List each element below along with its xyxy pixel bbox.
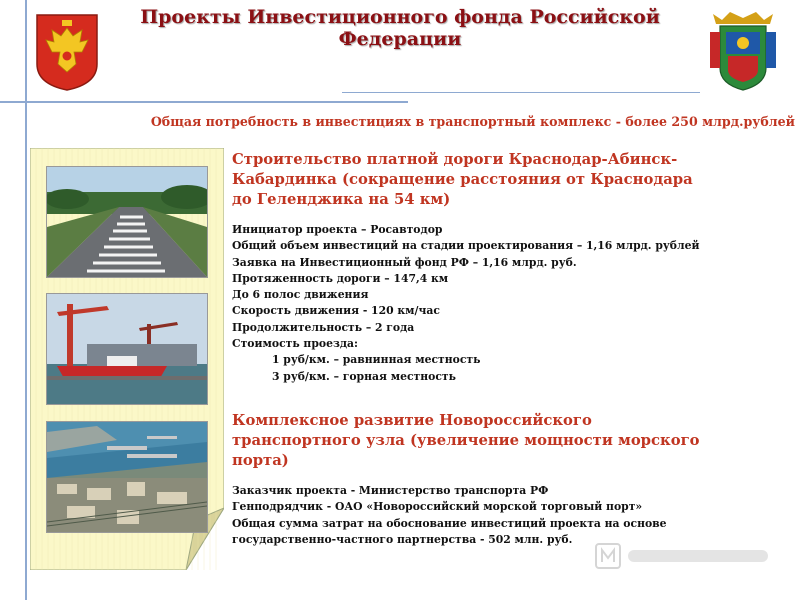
project1-heading — [232, 150, 792, 210]
project1-section — [232, 150, 792, 385]
project1-detail: Общий объем инвестиций на стадии проектирования – 1,16 млрд. рублей — [232, 239, 700, 253]
page-title — [120, 6, 680, 50]
russia-coat-of-arms-icon — [34, 12, 100, 92]
project2-detail: Генподрядчик - ОАО «Новороссийский морской торговый порт» — [232, 500, 643, 514]
project2-detail: Заказчик проекта - Министерство транспорта РФ — [232, 483, 549, 497]
project2-heading-line-3: порта) — [232, 451, 289, 469]
project2-heading — [232, 411, 792, 471]
vertical-divider — [25, 0, 27, 600]
project2-detail: Общая сумма затрат на обоснование инвестиций проекта на основе — [232, 516, 667, 530]
project1-detail: Протяженность дороги – 147,4 км — [232, 271, 449, 285]
title-line-2: Федерации — [338, 28, 462, 50]
projects-content — [232, 150, 792, 548]
title-line-1: Проекты Инвестиционного фонда Российской — [140, 6, 660, 28]
title-underline — [342, 92, 700, 93]
project1-detail: Скорость движения - 120 км/час — [232, 304, 440, 318]
horizontal-divider — [0, 101, 408, 103]
highway-photo — [46, 166, 208, 278]
project1-detail: Заявка на Инвестиционный фонд РФ – 1,16 млрд. руб. — [232, 255, 577, 269]
project1-detail: До 6 полос движения — [232, 288, 369, 302]
project1-heading-line-2: Кабардинка (сокращение расстояния от Краснодара — [232, 171, 693, 188]
project2-heading-line-1: Комплексное развитие Новороссийского — [232, 411, 592, 429]
project1-heading-line-3: до Геленджика на 54 км) — [232, 191, 451, 208]
project1-detail: Продолжительность – 2 года — [232, 320, 415, 334]
project2-section — [232, 411, 792, 548]
krasnodar-krai-coat-of-arms-icon — [710, 10, 776, 94]
project1-detail: Стоимость проезда: — [232, 337, 359, 351]
port-cranes-photo — [46, 293, 208, 405]
fare-plain: 1 руб/км. – равнинная местность — [272, 353, 481, 367]
fare-mountain: 3 руб/км. – горная местность — [272, 369, 456, 383]
project1-heading-line-1: Строительство платной дороги Краснодар-Абинск- — [232, 151, 678, 168]
project2-heading-line-2: транспортного узла (увеличение мощности морского — [232, 431, 700, 449]
seaport-aerial-photo — [46, 421, 208, 533]
project1-detail: Инициатор проекта – Росавтодор — [232, 223, 443, 236]
watermark-logo-icon — [588, 536, 778, 576]
investment-need-subtitle: Общая потребность в инвестициях в транспортный комплекс - более 250 млрд.рублей — [150, 114, 795, 129]
project2-detail: государственно-частного партнерства - 502 млн. руб. — [232, 532, 573, 546]
